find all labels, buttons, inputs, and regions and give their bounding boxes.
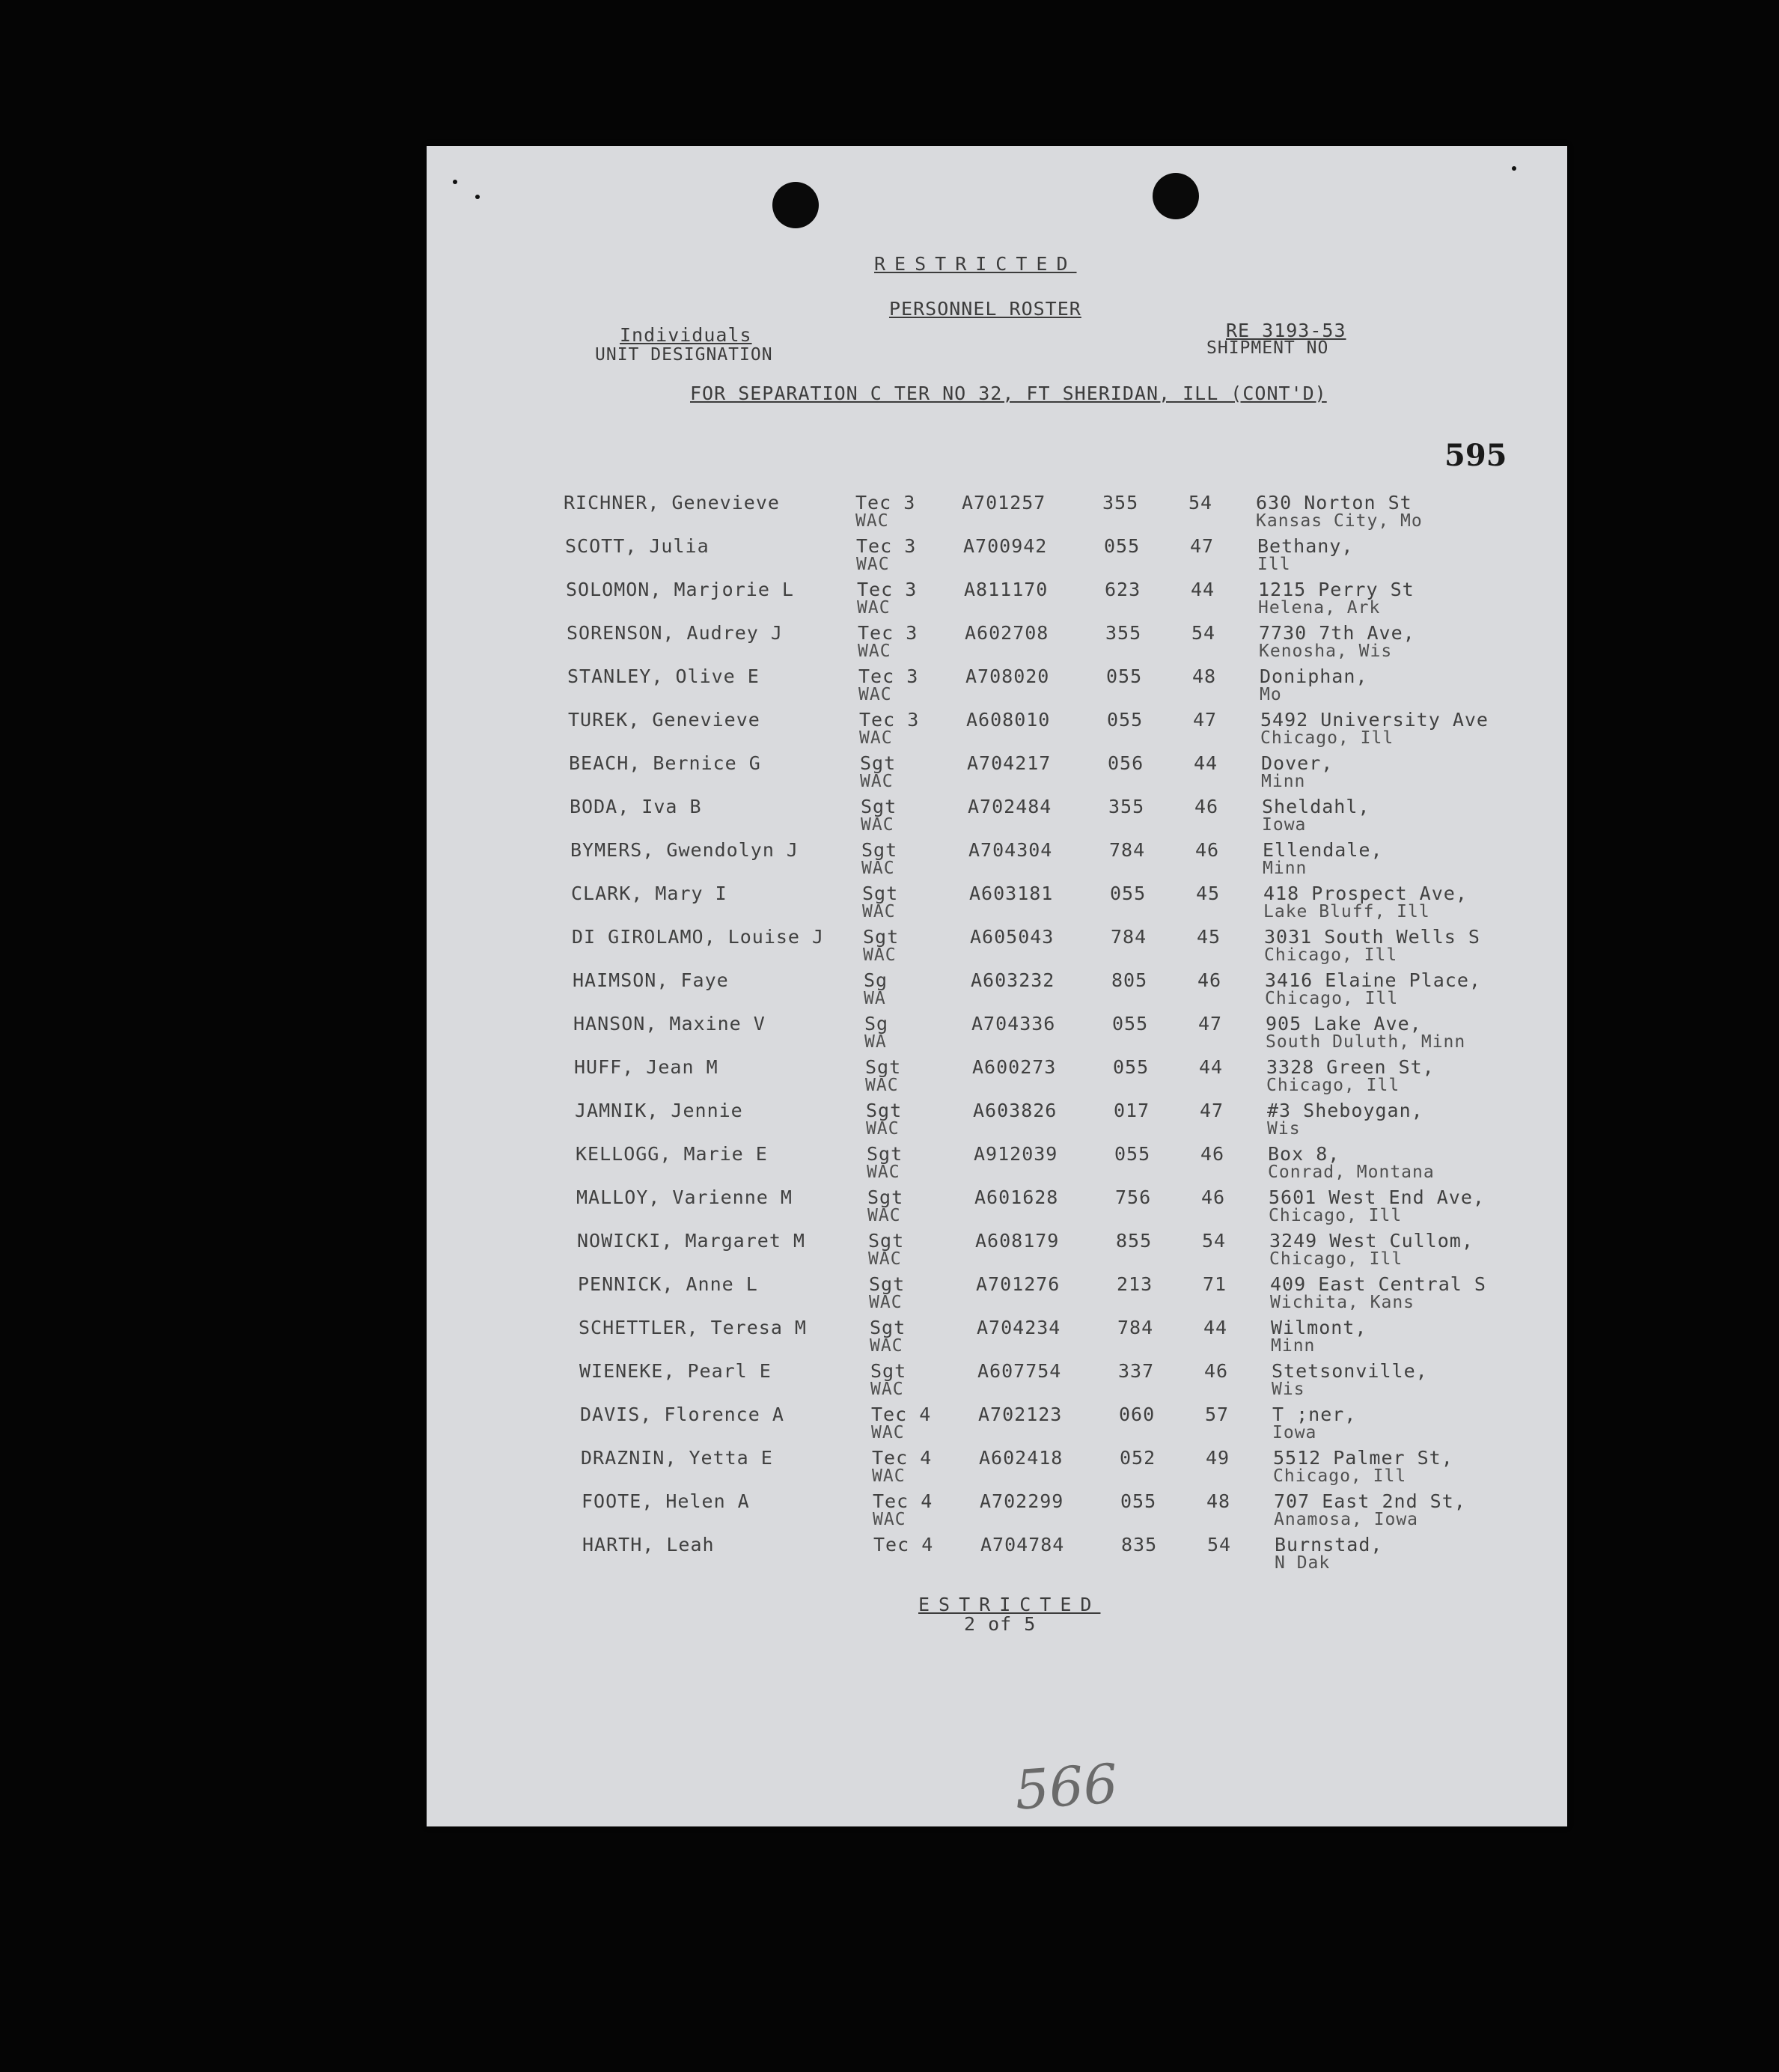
address-line1: Dover, <box>1261 752 1334 774</box>
serial-cell: A704304 <box>968 839 1053 861</box>
serial-cell: A704336 <box>971 1013 1056 1035</box>
code-cell: 060 <box>1119 1404 1156 1425</box>
address-line2: Wis <box>1267 1119 1301 1139</box>
address-line2: Chicago, Ill <box>1269 1249 1403 1269</box>
branch-cell: WAC <box>861 859 895 878</box>
serial-cell: A700942 <box>963 535 1048 557</box>
name-cell: DI GIROLAMO, Louise J <box>572 926 825 948</box>
grade-cell: Sgt <box>863 926 900 948</box>
code-cell: 355 <box>1105 622 1142 644</box>
address-line1: 905 Lake Ave, <box>1266 1013 1422 1035</box>
branch-cell: WAC <box>866 1119 900 1139</box>
address-line1: 5601 West End Ave, <box>1269 1186 1485 1208</box>
table-row <box>427 969 1567 1013</box>
table-row <box>427 709 1567 752</box>
name-cell: SORENSON, Audrey J <box>567 622 783 644</box>
punch-hole-left <box>772 182 819 228</box>
grade-cell: Tec 4 <box>872 1447 933 1469</box>
grade-cell: Sgt <box>869 1273 906 1295</box>
table-row <box>427 1143 1567 1186</box>
table-row <box>427 1317 1567 1360</box>
restricted-footer: ESTRICTED <box>918 1594 1101 1615</box>
name-cell: BEACH, Bernice G <box>569 752 761 774</box>
document-page <box>427 146 1567 1826</box>
name-cell: BYMERS, Gwendolyn J <box>570 839 799 861</box>
grade-cell: Sg <box>864 969 888 991</box>
age-cell: 47 <box>1200 1100 1224 1121</box>
address-line2: Ill <box>1257 555 1291 574</box>
serial-cell: A912039 <box>974 1143 1058 1165</box>
grade-cell: Tec 3 <box>858 665 919 687</box>
branch-cell: WAC <box>870 1380 904 1399</box>
branch-cell: WAC <box>862 902 896 921</box>
address-line2: Iowa <box>1262 815 1307 835</box>
address-line2: Chicago, Ill <box>1260 728 1394 748</box>
age-cell: 45 <box>1197 926 1221 948</box>
table-row <box>427 1534 1567 1577</box>
serial-cell: A701276 <box>976 1273 1061 1295</box>
table-row <box>427 926 1567 969</box>
name-cell: CLARK, Mary I <box>571 883 727 904</box>
branch-cell: WAC <box>867 1206 901 1225</box>
age-cell: 44 <box>1191 579 1215 600</box>
age-cell: 46 <box>1200 1143 1225 1165</box>
table-row <box>427 622 1567 665</box>
code-cell: 055 <box>1106 665 1143 687</box>
name-cell: HANSON, Maxine V <box>573 1013 766 1035</box>
grade-cell: Tec 3 <box>856 535 917 557</box>
address-line1: 3328 Green St, <box>1266 1056 1435 1078</box>
branch-cell: WAC <box>855 511 889 531</box>
address-line2: Chicago, Ill <box>1269 1206 1403 1225</box>
branch-cell: WAC <box>857 598 891 618</box>
name-cell: SOLOMON, Marjorie L <box>566 579 794 600</box>
table-row <box>427 1013 1567 1056</box>
code-cell: 055 <box>1113 1056 1150 1078</box>
address-line2: Wichita, Kans <box>1270 1293 1415 1312</box>
table-row <box>427 839 1567 883</box>
serial-cell: A607754 <box>977 1360 1062 1382</box>
address-line1: Stetsonville, <box>1272 1360 1428 1382</box>
table-row <box>427 1056 1567 1100</box>
name-cell: PENNICK, Anne L <box>578 1273 758 1295</box>
destination-line: FOR SEPARATION C TER NO 32, FT SHERIDAN, ILL (CONT'D) <box>690 383 1327 404</box>
table-row <box>427 1447 1567 1490</box>
serial-cell: A608179 <box>975 1230 1060 1252</box>
name-cell: BODA, Iva B <box>570 796 702 817</box>
serial-cell: A601628 <box>974 1186 1059 1208</box>
grade-cell: Sgt <box>866 1100 903 1121</box>
table-row <box>427 752 1567 796</box>
address-line1: Burnstad, <box>1275 1534 1383 1555</box>
branch-cell: WAC <box>865 1076 899 1095</box>
address-line2: Chicago, Ill <box>1273 1466 1407 1486</box>
branch-cell: WAC <box>858 685 892 704</box>
unit-designation-label: UNIT DESIGNATION <box>595 345 773 365</box>
speck <box>1512 166 1516 171</box>
name-cell: NOWICKI, Margaret M <box>577 1230 805 1252</box>
code-cell: 055 <box>1107 709 1144 731</box>
grade-cell: Sgt <box>865 1056 902 1078</box>
code-cell: 756 <box>1115 1186 1152 1208</box>
age-cell: 46 <box>1195 839 1220 861</box>
age-cell: 47 <box>1193 709 1218 731</box>
serial-cell: A811170 <box>964 579 1049 600</box>
serial-cell: A704234 <box>977 1317 1061 1338</box>
handwritten-number: 566 <box>1013 1752 1120 1822</box>
table-row <box>427 1100 1567 1143</box>
name-cell: STANLEY, Olive E <box>567 665 760 687</box>
table-row <box>427 665 1567 709</box>
code-cell: 055 <box>1110 883 1147 904</box>
name-cell: KELLOGG, Marie E <box>576 1143 768 1165</box>
grade-cell: Tec 3 <box>858 622 918 644</box>
code-cell: 805 <box>1111 969 1148 991</box>
age-cell: 71 <box>1203 1273 1227 1295</box>
table-row <box>427 1490 1567 1534</box>
serial-cell: A605043 <box>970 926 1055 948</box>
code-cell: 337 <box>1118 1360 1155 1382</box>
code-cell: 055 <box>1114 1143 1151 1165</box>
age-cell: 44 <box>1194 752 1218 774</box>
grade-cell: Tec 3 <box>857 579 918 600</box>
serial-cell: A702299 <box>980 1490 1064 1512</box>
age-cell: 54 <box>1202 1230 1227 1252</box>
name-cell: SCOTT, Julia <box>565 535 710 557</box>
name-cell: TUREK, Genevieve <box>568 709 760 731</box>
age-cell: 46 <box>1197 969 1222 991</box>
table-row <box>427 492 1567 535</box>
serial-cell: A702484 <box>968 796 1052 817</box>
name-cell: RICHNER, Genevieve <box>564 492 780 514</box>
age-cell: 54 <box>1191 622 1216 644</box>
code-cell: 855 <box>1116 1230 1153 1252</box>
address-line2: Kenosha, Wis <box>1259 642 1393 661</box>
table-row <box>427 1186 1567 1230</box>
name-cell: JAMNIK, Jennie <box>575 1100 743 1121</box>
unit-designation-value: Individuals <box>620 324 752 346</box>
address-line1: 3416 Elaine Place, <box>1265 969 1481 991</box>
grade-cell: Sg <box>864 1013 889 1035</box>
address-line1: 1215 Perry St <box>1258 579 1415 600</box>
table-row <box>427 1230 1567 1273</box>
branch-cell: WAC <box>858 642 891 661</box>
address-line1: Sheldahl, <box>1262 796 1370 817</box>
address-line2: Mo <box>1260 685 1282 704</box>
age-cell: 48 <box>1192 665 1217 687</box>
address-line1: 3249 West Cullom, <box>1269 1230 1474 1252</box>
grade-cell: Sgt <box>870 1360 907 1382</box>
table-row <box>427 535 1567 579</box>
address-line2: Minn <box>1263 859 1307 878</box>
grade-cell: Tec 4 <box>871 1404 932 1425</box>
address-line2: Chicago, Ill <box>1264 945 1398 965</box>
age-cell: 47 <box>1198 1013 1223 1035</box>
grade-cell: Sgt <box>867 1186 904 1208</box>
grade-cell: Sgt <box>860 752 897 774</box>
grade-cell: Tec 3 <box>855 492 916 514</box>
code-cell: 784 <box>1111 926 1147 948</box>
serial-cell: A602418 <box>979 1447 1064 1469</box>
serial-cell: A603826 <box>973 1100 1058 1121</box>
branch-cell: WAC <box>861 815 894 835</box>
address-line2: Iowa <box>1272 1423 1317 1442</box>
grade-cell: Sgt <box>861 839 898 861</box>
code-cell: 355 <box>1108 796 1145 817</box>
address-line1: Doniphan, <box>1260 665 1368 687</box>
name-cell: DRAZNIN, Yetta E <box>581 1447 773 1469</box>
address-line1: 3031 South Wells S <box>1264 926 1480 948</box>
age-cell: 54 <box>1188 492 1213 514</box>
branch-cell: WAC <box>867 1163 900 1182</box>
address-line1: 5492 University Ave <box>1260 709 1489 731</box>
grade-cell: Tec 4 <box>873 1534 934 1555</box>
speck <box>475 195 480 199</box>
age-cell: 48 <box>1206 1490 1231 1512</box>
serial-cell: A708020 <box>965 665 1050 687</box>
code-cell: 784 <box>1117 1317 1154 1338</box>
grade-cell: Tec 4 <box>873 1490 933 1512</box>
address-line1: 409 East Central S <box>1270 1273 1486 1295</box>
address-line1: T ;ner, <box>1272 1404 1357 1425</box>
serial-cell: A704217 <box>967 752 1052 774</box>
age-cell: 47 <box>1190 535 1215 557</box>
address-line2: Conrad, Montana <box>1268 1163 1435 1182</box>
shipment-number-label: SHIPMENT NO <box>1206 338 1329 358</box>
address-line2: Wis <box>1272 1380 1305 1399</box>
address-line2: Anamosa, Iowa <box>1274 1510 1419 1529</box>
serial-cell: A603181 <box>969 883 1054 904</box>
name-cell: MALLOY, Varienne M <box>576 1186 793 1208</box>
branch-cell: WAC <box>863 945 897 965</box>
table-row <box>427 579 1567 622</box>
branch-cell: WAC <box>856 555 890 574</box>
branch-cell: WAC <box>871 1423 905 1442</box>
grade-cell: Sgt <box>861 796 897 817</box>
serial-cell: A600273 <box>972 1056 1057 1078</box>
address-line1: 707 East 2nd St, <box>1274 1490 1466 1512</box>
name-cell: HARTH, Leah <box>582 1534 715 1555</box>
serial-cell: A704784 <box>980 1534 1065 1555</box>
address-line1: Wilmont, <box>1271 1317 1367 1338</box>
code-cell: 056 <box>1108 752 1144 774</box>
code-cell: 052 <box>1120 1447 1156 1469</box>
grade-cell: Sgt <box>862 883 899 904</box>
code-cell: 213 <box>1117 1273 1153 1295</box>
address-line1: Box 8, <box>1268 1143 1340 1165</box>
address-line1: Ellendale, <box>1263 839 1383 861</box>
table-row <box>427 1404 1567 1447</box>
address-line2: Chicago, Ill <box>1265 989 1399 1008</box>
address-line1: Bethany, <box>1257 535 1354 557</box>
roster-title: PERSONNEL ROSTER <box>889 298 1081 320</box>
age-cell: 44 <box>1199 1056 1224 1078</box>
address-line2: N Dak <box>1275 1553 1331 1573</box>
name-cell: FOOTE, Helen A <box>582 1490 750 1512</box>
age-cell: 46 <box>1194 796 1219 817</box>
code-cell: 784 <box>1109 839 1146 861</box>
punch-hole-right <box>1153 173 1199 219</box>
code-cell: 623 <box>1105 579 1141 600</box>
name-cell: HAIMSON, Faye <box>573 969 729 991</box>
age-cell: 44 <box>1203 1317 1228 1338</box>
shipment-number-value: RE 3193-53 <box>1226 320 1346 341</box>
branch-cell: WAC <box>873 1510 906 1529</box>
address-line1: 7730 7th Ave, <box>1259 622 1415 644</box>
name-cell: DAVIS, Florence A <box>580 1404 784 1425</box>
address-line1: 418 Prospect Ave, <box>1263 883 1468 904</box>
page-stamp-number: 595 <box>1444 438 1507 473</box>
address-line2: South Duluth, Minn <box>1266 1032 1466 1052</box>
table-row <box>427 1360 1567 1404</box>
address-line2: Lake Bluff, Ill <box>1263 902 1430 921</box>
age-cell: 57 <box>1205 1404 1230 1425</box>
grade-cell: Tec 3 <box>859 709 920 731</box>
code-cell: 055 <box>1112 1013 1149 1035</box>
code-cell: 355 <box>1102 492 1139 514</box>
age-cell: 46 <box>1201 1186 1226 1208</box>
speck <box>453 180 457 184</box>
name-cell: HUFF, Jean M <box>574 1056 718 1078</box>
address-line1: 5512 Palmer St, <box>1273 1447 1453 1469</box>
address-line2: Chicago, Ill <box>1266 1076 1400 1095</box>
name-cell: WIENEKE, Pearl E <box>579 1360 772 1382</box>
branch-cell: WAC <box>859 728 893 748</box>
branch-cell: WA <box>864 989 886 1008</box>
address-line2: Helena, Ark <box>1258 598 1381 618</box>
grade-cell: Sgt <box>868 1230 905 1252</box>
branch-cell: WAC <box>870 1336 903 1356</box>
branch-cell: WAC <box>872 1466 906 1486</box>
code-cell: 055 <box>1104 535 1141 557</box>
code-cell: 835 <box>1121 1534 1158 1555</box>
serial-cell: A602708 <box>965 622 1049 644</box>
serial-cell: A701257 <box>962 492 1046 514</box>
age-cell: 49 <box>1206 1447 1230 1469</box>
address-line1: #3 Sheboygan, <box>1267 1100 1423 1121</box>
table-row <box>427 883 1567 926</box>
code-cell: 055 <box>1120 1490 1157 1512</box>
restricted-header: RESTRICTED <box>874 253 1077 275</box>
code-cell: 017 <box>1114 1100 1150 1121</box>
age-cell: 45 <box>1196 883 1221 904</box>
address-line2: Minn <box>1261 772 1306 791</box>
table-row <box>427 1273 1567 1317</box>
age-cell: 46 <box>1204 1360 1229 1382</box>
address-line2: Kansas City, Mo <box>1256 511 1423 531</box>
serial-cell: A608010 <box>966 709 1051 731</box>
address-line2: Minn <box>1271 1336 1316 1356</box>
serial-cell: A603232 <box>971 969 1055 991</box>
age-cell: 54 <box>1207 1534 1232 1555</box>
grade-cell: Sgt <box>867 1143 903 1165</box>
name-cell: SCHETTLER, Teresa M <box>579 1317 807 1338</box>
grade-cell: Sgt <box>870 1317 906 1338</box>
address-line1: 630 Norton St <box>1256 492 1412 514</box>
branch-cell: WAC <box>868 1249 902 1269</box>
branch-cell: WAC <box>860 772 894 791</box>
branch-cell: WAC <box>869 1293 903 1312</box>
branch-cell: WA <box>864 1032 887 1052</box>
page-count: 2 of 5 <box>964 1613 1037 1635</box>
table-row <box>427 796 1567 839</box>
serial-cell: A702123 <box>978 1404 1063 1425</box>
